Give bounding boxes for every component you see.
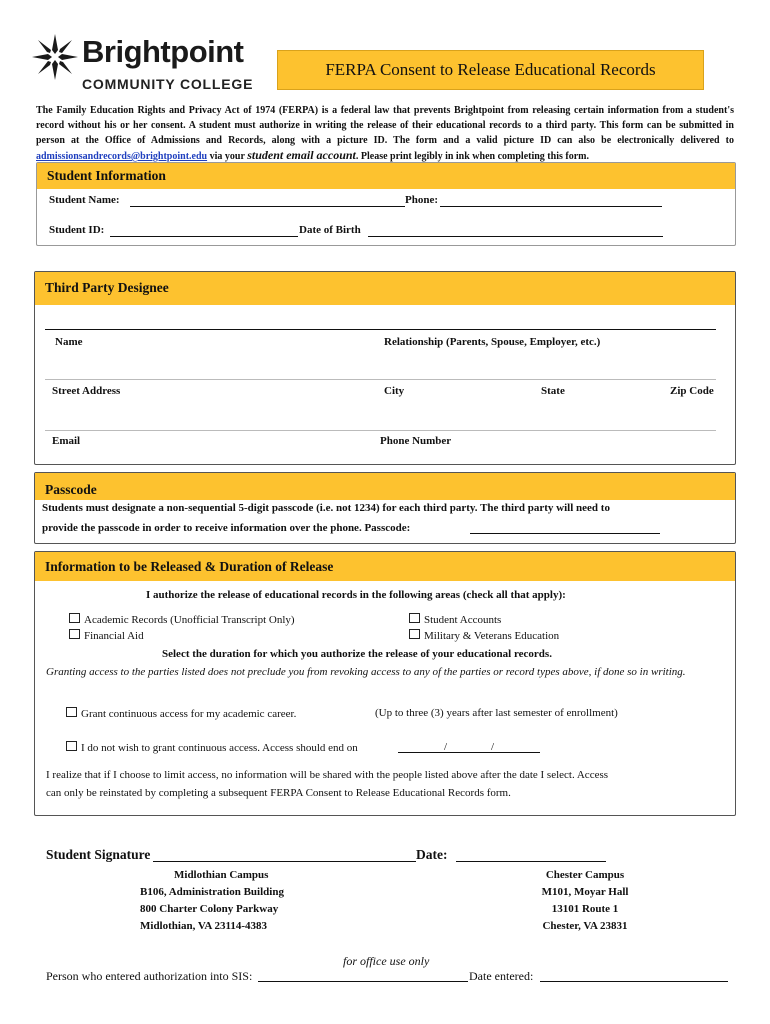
campus-building: M101, Moyar Hall [541, 886, 629, 898]
checkbox[interactable] [409, 629, 420, 639]
section-heading: Third Party Designee [35, 272, 735, 305]
option-financial-aid[interactable] [69, 629, 144, 642]
name-label: Name [55, 336, 83, 348]
entered-by-field[interactable] [258, 981, 468, 982]
option-student-accounts[interactable] [409, 613, 501, 626]
relationship-label: Relationship (Parents, Spouse, Employer, etc.) [384, 336, 601, 348]
street-label: Street Address [52, 385, 121, 397]
section-heading: Student Information [37, 163, 735, 189]
granting-note: Granting access to the parties listed does not preclude you from revoking access to any of the parties or record types above, if done so in writing. [46, 666, 686, 678]
campus-name: Chester Campus [545, 869, 625, 881]
intro-via: via your [207, 151, 248, 162]
state-label: State [541, 385, 565, 397]
dob-label: Date of Birth [299, 224, 361, 236]
student-info-section [36, 162, 736, 246]
entered-by-label: Person who entered authorization into SIS: [46, 969, 253, 983]
email-field[interactable] [45, 430, 716, 431]
campus-street: 800 Charter Colony Parkway [140, 903, 279, 915]
signature-field[interactable] [153, 861, 416, 862]
realize-text-2: can only be reinstated by completing a subsequent FERPA Consent to Release Educational Records form. [46, 787, 511, 799]
end-date-field[interactable] [398, 752, 540, 753]
college-logo [30, 32, 260, 96]
dob-field[interactable] [368, 236, 663, 237]
authorize-text: I authorize the release of educational records in the following areas (check all that apply): [146, 589, 566, 601]
office-use-label: for office use only [343, 954, 430, 968]
option-label: Student Accounts [424, 614, 502, 626]
option-continuous-access[interactable] [66, 707, 296, 720]
date-label: Date: [416, 847, 448, 862]
street-address-field[interactable] [45, 379, 716, 380]
signature-date-field[interactable] [456, 861, 606, 862]
date-entered-label: Date entered: [469, 969, 534, 983]
campus-street: 13101 Route 1 [551, 903, 619, 915]
campus-building: B106, Administration Building [140, 886, 284, 898]
option-label: Military & Veterans Education [424, 630, 560, 642]
checkbox[interactable] [66, 741, 77, 751]
option-military-veterans[interactable] [409, 629, 559, 642]
date-entered-field[interactable] [540, 981, 728, 982]
option-label: Financial Aid [84, 630, 144, 642]
phone-field[interactable] [440, 206, 662, 207]
option-label: I do not wish to grant continuous access. Access should end on [81, 742, 358, 754]
checkbox[interactable] [69, 613, 80, 623]
midlothian-campus-address [140, 867, 284, 935]
checkbox[interactable] [66, 707, 77, 717]
student-name-field[interactable] [130, 206, 405, 207]
section-heading: Information to be Released & Duration of Release [35, 552, 735, 581]
student-email-text: student email account [247, 148, 356, 162]
third-party-name-field[interactable] [45, 329, 716, 330]
intro-text: The Family Education Rights and Privacy Act of 1974 (FERPA) is a federal law that prevents Brightpoint from releasing certain information from a student's record without his or her consent. A student must authorize in writing the release of their educational records to a third party. This form can be submitted in person at the Office of Admissions and Records, along with a picture ID. The form and a valid picture ID can also be electronically delivered to [36, 105, 734, 146]
passcode-instruction-2: provide the passcode in order to receive information over the phone. Passcode: [42, 522, 411, 534]
option-academic-records[interactable] [69, 613, 295, 626]
date-slash-2: / [491, 741, 495, 753]
campus-city: Chester, VA 23831 [542, 920, 628, 932]
section-heading: Passcode [35, 473, 735, 500]
phone-label: Phone: [405, 194, 438, 206]
checkbox[interactable] [69, 629, 80, 639]
option-limited-access[interactable] [66, 741, 358, 754]
phone-number-label: Phone Number [380, 435, 452, 447]
campus-name: Midlothian Campus [174, 869, 269, 881]
signature-label: Student Signature [46, 847, 151, 862]
campus-city: Midlothian, VA 23114-4383 [140, 920, 268, 932]
logo-wordmark: Brightpoint [82, 34, 244, 69]
email-label: Email [52, 435, 81, 447]
checkbox[interactable] [409, 613, 420, 623]
duration-heading: Select the duration for which you authorize the release of your educational records. [162, 648, 552, 660]
option-label: Grant continuous access for my academic career. [81, 708, 297, 720]
passcode-instruction-1: Students must designate a non-sequential 5-digit passcode (i.e. not 1234) for each third party. The third party will need to [42, 502, 610, 514]
logo-subtitle: COMMUNITY COLLEGE [82, 76, 254, 92]
passcode-field[interactable] [470, 533, 660, 534]
intro-paragraph [36, 103, 734, 164]
city-label: City [384, 385, 405, 397]
student-id-label: Student ID: [49, 224, 105, 236]
zip-label: Zip Code [670, 385, 714, 397]
admissions-email-link[interactable]: admissionsandrecords@brightpoint.edu [36, 151, 208, 162]
option-label: Academic Records (Unofficial Transcript Only) [84, 614, 295, 626]
intro-text-end: . Please print legibly in ink when completing this form. [355, 151, 589, 162]
student-name-label: Student Name: [49, 194, 120, 206]
student-id-field[interactable] [110, 236, 298, 237]
star-logo-icon [30, 32, 80, 82]
continuous-note: (Up to three (3) years after last semester of enrollment) [375, 707, 618, 719]
date-slash-1: / [444, 741, 448, 753]
chester-campus-address [520, 867, 650, 935]
realize-text-1: I realize that if I choose to limit access, no information will be shared with the people listed above after the date I select. Access [46, 769, 609, 781]
form-title: FERPA Consent to Release Educational Records [277, 50, 704, 90]
